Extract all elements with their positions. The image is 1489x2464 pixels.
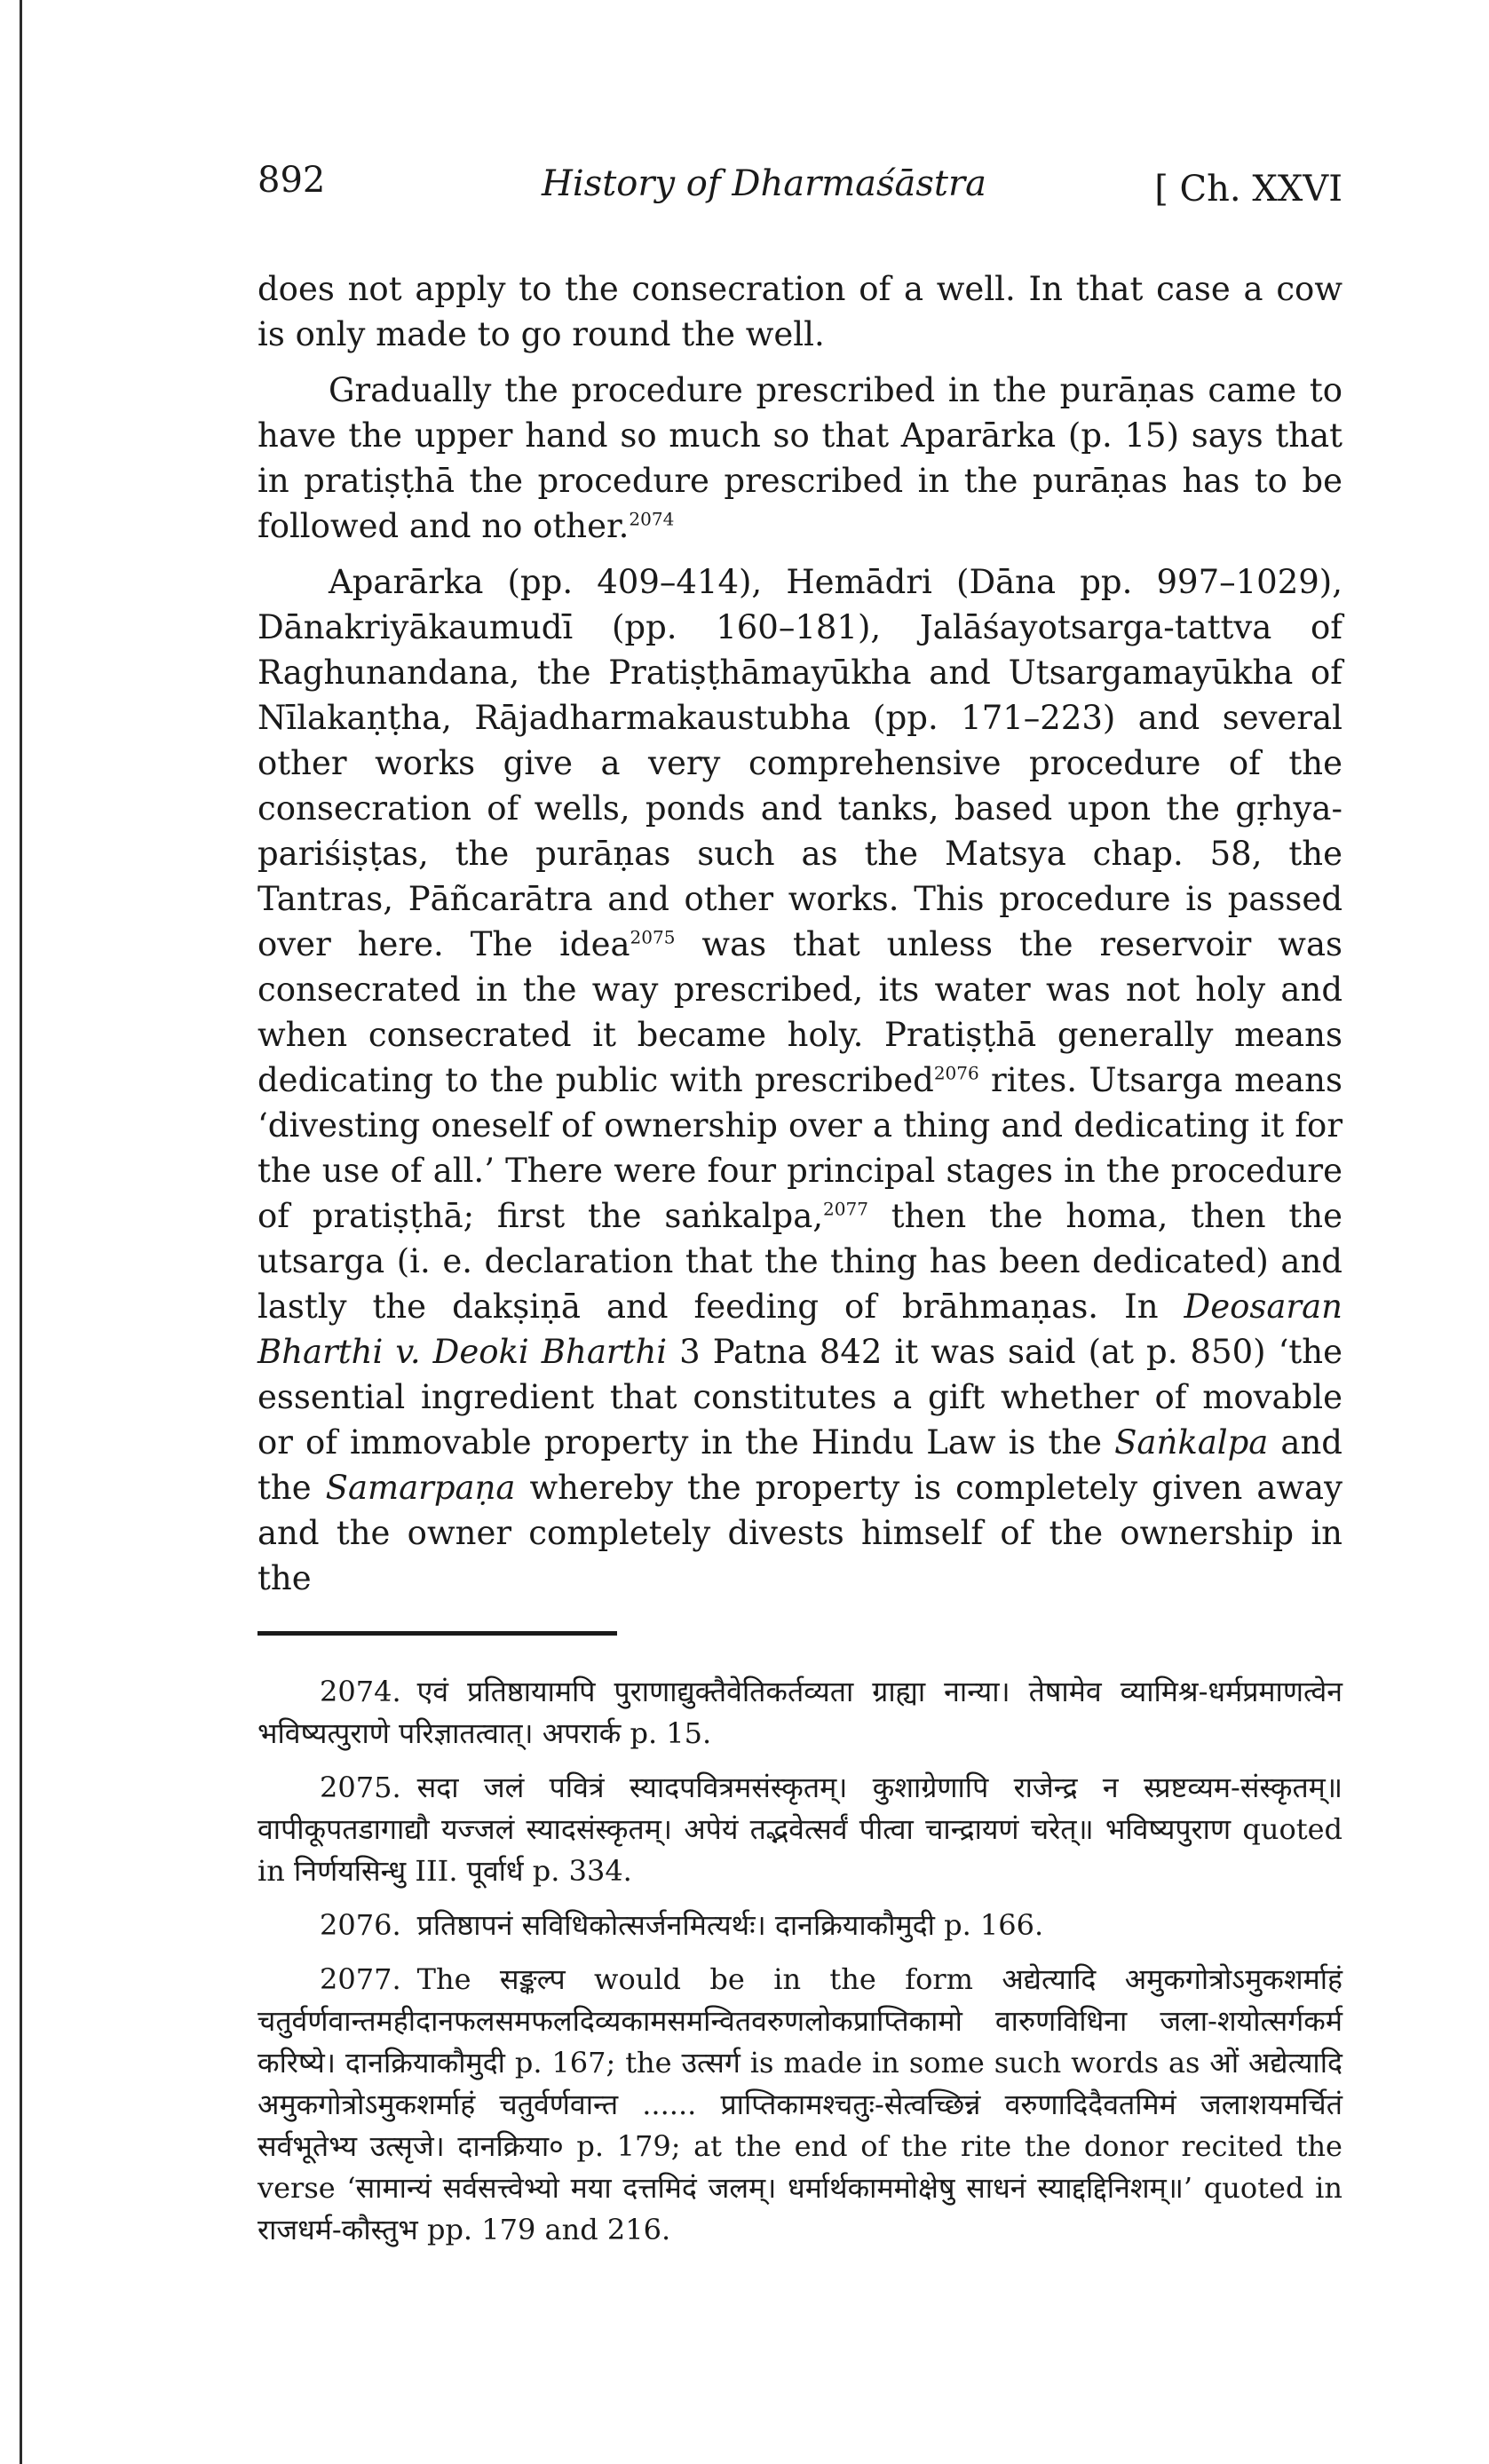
footnote-number: 2075. [320, 1771, 401, 1804]
term-samarpana: Samarpaṇa [325, 1469, 516, 1507]
footnote-ref-2076[interactable]: 2076 [933, 1062, 979, 1084]
paragraph-3-part-g: whereby the property is completely given away and the owner completely divests himself of the ownership in the [257, 1469, 1343, 1597]
page [257, 160, 1342, 2263]
paragraph-3-part-d: then the homa, then the utsarga (i. e. declaration that the thing has been dedicated) and lastly the dakṣiṇā and feeding of brāhmaṇas. In [257, 1197, 1342, 1326]
footnote-2074 [257, 1671, 1342, 1755]
term-sankalpa: Saṅkalpa [1114, 1423, 1269, 1462]
footnote-text: एवं प्रतिष्ठायामपि पुराणाद्युक्तैवेतिकर्तव्यता ग्राह्या नान्या। तेषामेव व्यामिश्र-धर्मप्रमाणत्वेन भविष्यत्पुराणे परिज्ञातत्वात्। अपरार्क p. 15. [257, 1675, 1342, 1750]
paragraph-3-part-f: and the [257, 1423, 1342, 1507]
footnote-text: The सङ्कल्प would be in the form अद्येत्यादि अमुकगोत्रोऽमुकशर्माहं चतुर्वर्णवान्तमहीदानफलसमफलदिव्यकामसमन्वितवरुणलोकप्राप्तिकामो वारुणविधिना जला-शयोत्सर्गकर्म करिष्ये। दानक्रियाकौमुदी p. 167; the उत्सर्ग is made in some such words as ओं अद्येत्यादि अमुकगोत्रोऽमुकशर्माहं चतुर्वर्णवान्त ...... प्राप्तिकामश्चतुः-सेत्वच्छिन्नं वरुणादिदैवतमिमं जलाशयमर्चितं सर्वभूतेभ्य उत्सृजे। दानक्रिया० p. 179; at the end of the rite the donor recited the verse ‘सामान्यं सर्वसत्त्वेभ्यो मया दत्तमिदं जलम्। धर्मार्थकाममोक्षेषु साधनं स्याद्दद्दिनिशम्॥’ quoted in राजधर्म-कौस्तुभ pp. 179 and 216. [257, 1962, 1342, 2246]
paragraph-2-text: Gradually the procedure prescribed in the purāṇas came to have the upper hand so much so that Aparārka (p. 15) says that in pratiṣṭhā the procedure prescribed in the purāṇas has to be followed and no other. [257, 371, 1342, 545]
footnote-ref-2075[interactable]: 2075 [630, 926, 676, 948]
chapter-label: [ Ch. XXVI [1154, 169, 1342, 210]
footnote-2077 [257, 1959, 1342, 2251]
footnotes [257, 1671, 1342, 2251]
footnote-number: 2077. [320, 1962, 401, 1996]
paragraph-1: does not apply to the consecration of a well. In that case a cow is only made to go round the well. [257, 270, 1342, 353]
main-text [257, 266, 1342, 1601]
running-title: History of Dharmaśāstra [542, 163, 986, 204]
case-name: Deosaran Bharthi v. Deoki Bharthi [257, 1287, 1342, 1371]
footnote-2076 [257, 1905, 1342, 1946]
paragraph-3-part-a: Aparārka (pp. 409–414), Hemādri (Dāna pp. 997–1029), Dānakriyākaumudī (pp. 160–181), Jalāśayotsarga-tattva of Raghunandana, the Pratiṣṭhāmayūkha and Utsargamayūkha of Nīlakaṇṭha, Rājadharmakaustubha (pp. 171–223) and several other works give a very comprehensive procedure of the consecration of wells, ponds and tanks, based upon the gṛhya-pariśiṣṭas, the purāṇas such as the Matsya chap. 58, the Tantras, Pāñcarātra and other works. This procedure is passed over here. The idea [257, 563, 1342, 963]
footnote-number: 2074. [320, 1675, 401, 1708]
paragraph-3 [257, 559, 1342, 1601]
footnote-2075 [257, 1767, 1342, 1892]
page-header [257, 160, 1342, 213]
footnote-ref-2074[interactable]: 2074 [629, 508, 675, 530]
footnote-number: 2076. [320, 1908, 401, 1942]
page-number: 892 [257, 160, 326, 201]
paragraph-2 [257, 368, 1342, 549]
paragraph-3-part-e: 3 Patna 842 it was said (at p. 850) ‘the essential ingredient that constitutes a gift whether of movable or of immovable property in the Hindu Law is the [257, 1333, 1343, 1462]
paragraph-3-part-b: was that unless the reservoir was consecrated in the way prescribed, its water was not holy and when consecrated it became holy. Pratiṣṭhā generally means dedicating to the public with prescribed [257, 925, 1342, 1099]
footnote-text: सदा जलं पवित्रं स्यादपवित्रमसंस्कृतम्। कुशाग्रेणापि राजेन्द्र न स्प्रष्टव्यम-संस्कृतम्॥ वापीकूपतडागाद्यौ यज्जलं स्यादसंस्कृतम्। अपेयं तद्भवेत्सर्वं पीत्वा चान्द्रायणं चरेत्॥ भविष्यपुराण quoted in निर्णयसिन्धु III. पूर्वार्ध p. 334. [257, 1771, 1342, 1888]
footnote-ref-2077[interactable]: 2077 [823, 1198, 868, 1220]
footnote-divider [257, 1631, 617, 1636]
paragraph-3-part-c: rites. Utsarga means ‘divesting oneself of ownership over a thing and dedicating it for the use of all.’ There were four principal stages in the procedure of pratiṣṭhā; first the saṅkalpa, [257, 1061, 1342, 1235]
footnote-text: प्रतिष्ठापनं सविधिकोत्सर्जनमित्यर्थः। दानक्रियाकौमुदी p. 166. [416, 1908, 1044, 1942]
left-margin-rule [20, 0, 22, 2464]
